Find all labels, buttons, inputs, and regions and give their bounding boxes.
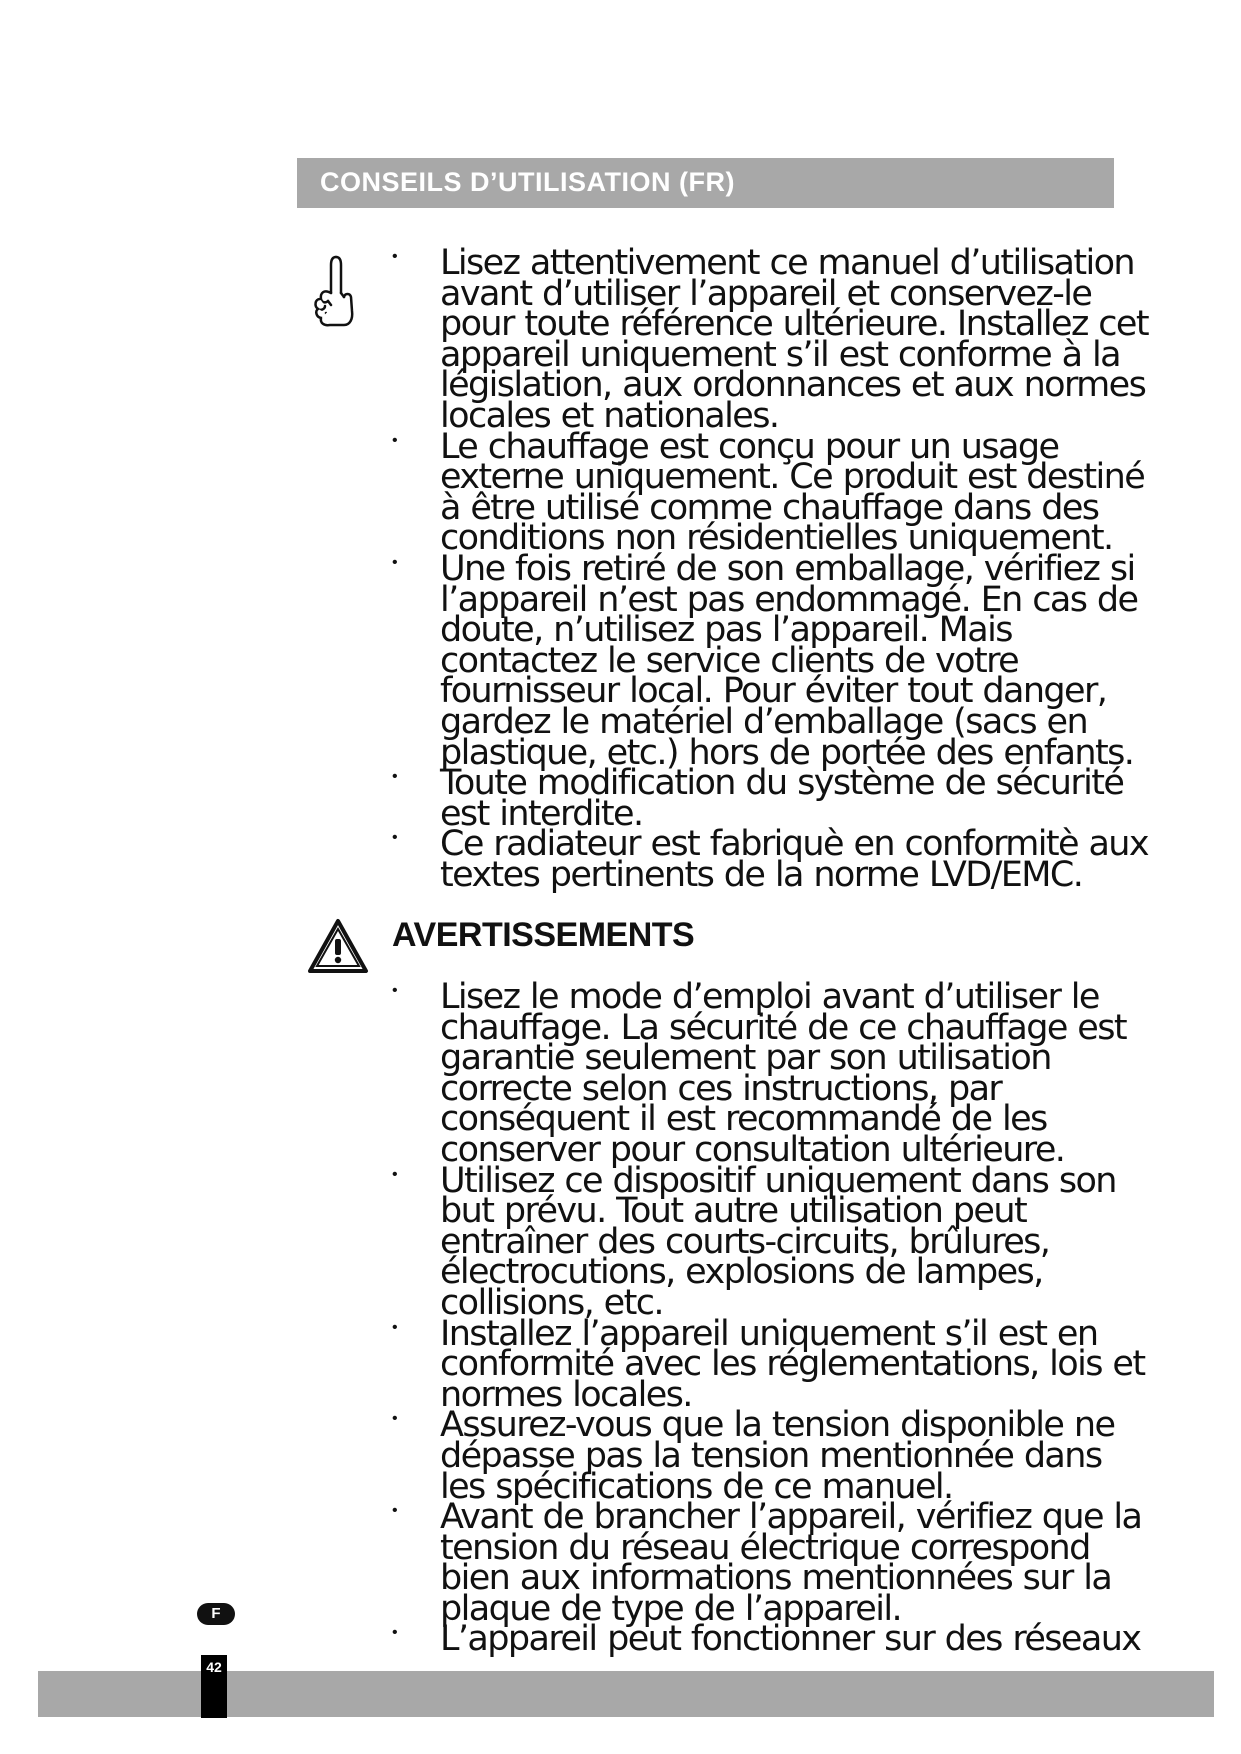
warning-triangle-icon bbox=[307, 918, 369, 974]
list-item: • Le chauffage est conçu pour un usage externe uniquement. Ce produit est destiné à être utilisé comme chauffage dans des conditions non résidentielles uniquement. bbox=[392, 432, 1152, 554]
list-item: • Utilisez ce dispositif uniquement dans son but prévu. Tout autre utilisation peut entraîner des courts-circuits, brûlures, électrocutions, explosions de lampes, collisions, etc. bbox=[392, 1166, 1152, 1319]
conseils-list bbox=[392, 243, 1152, 895]
list-item: • Ce radiateur est fabriquè en conformitè aux textes pertinents de la norme LVD/EMC. bbox=[392, 829, 1152, 890]
list-item: • Avant de brancher l’appareil, vérifiez que la tension du réseau électrique correspond bien aux informations mentionnées sur la plaque de type de l’appareil. bbox=[392, 1502, 1152, 1624]
list-item: • Lisez attentivement ce manuel d’utilisation avant d’utiliser l’appareil et conservez-le pour toute référence ultérieure. Installez cet appareil uniquement s’il est conforme à la législation, aux ordonnances et aux normes locales et nationales. bbox=[392, 248, 1152, 432]
list-item: • L’appareil peut fonctionner sur des réseaux bbox=[392, 1624, 1152, 1655]
page-number-tab bbox=[201, 1655, 227, 1718]
section-header-title: CONSEILS D’UTILISATION (FR) bbox=[320, 167, 735, 197]
section-header-bar bbox=[297, 158, 1114, 208]
avertissements-title: AVERTISSEMENTS bbox=[392, 916, 695, 954]
list-item: • Installez l’appareil uniquement s’il est en conformité avec les réglementations, lois et normes locales. bbox=[392, 1319, 1152, 1411]
page-number: 42 bbox=[206, 1659, 222, 1675]
list-item: • Assurez-vous que la tension disponible ne dépasse pas la tension mentionnée dans les spécifications de ce manuel. bbox=[392, 1410, 1152, 1502]
list-item: • Une fois retiré de son emballage, vérifiez si l’appareil n’est pas endommagé. En cas de doute, n’utilisez pas l’appareil. Mais contactez le service clients de votre fournisseur local. Pour éviter tout danger, gardez le matériel d’emballage (sacs en plastique, etc.) hors de portée des enfants. bbox=[392, 554, 1152, 768]
hand-pointing-up-icon bbox=[312, 253, 358, 329]
list-item: • Toute modification du système de sécurité est interdite. bbox=[392, 768, 1152, 829]
list-item: • Lisez le mode d’emploi avant d’utiliser le chauffage. La sécurité de ce chauffage est garantie seulement par son utilisation correcte selon ces instructions, par conséquent il est recommandé de les conserver pour consultation ultérieure. bbox=[392, 982, 1152, 1166]
language-badge: F bbox=[197, 1603, 235, 1625]
avertissements-list bbox=[392, 977, 1152, 1660]
